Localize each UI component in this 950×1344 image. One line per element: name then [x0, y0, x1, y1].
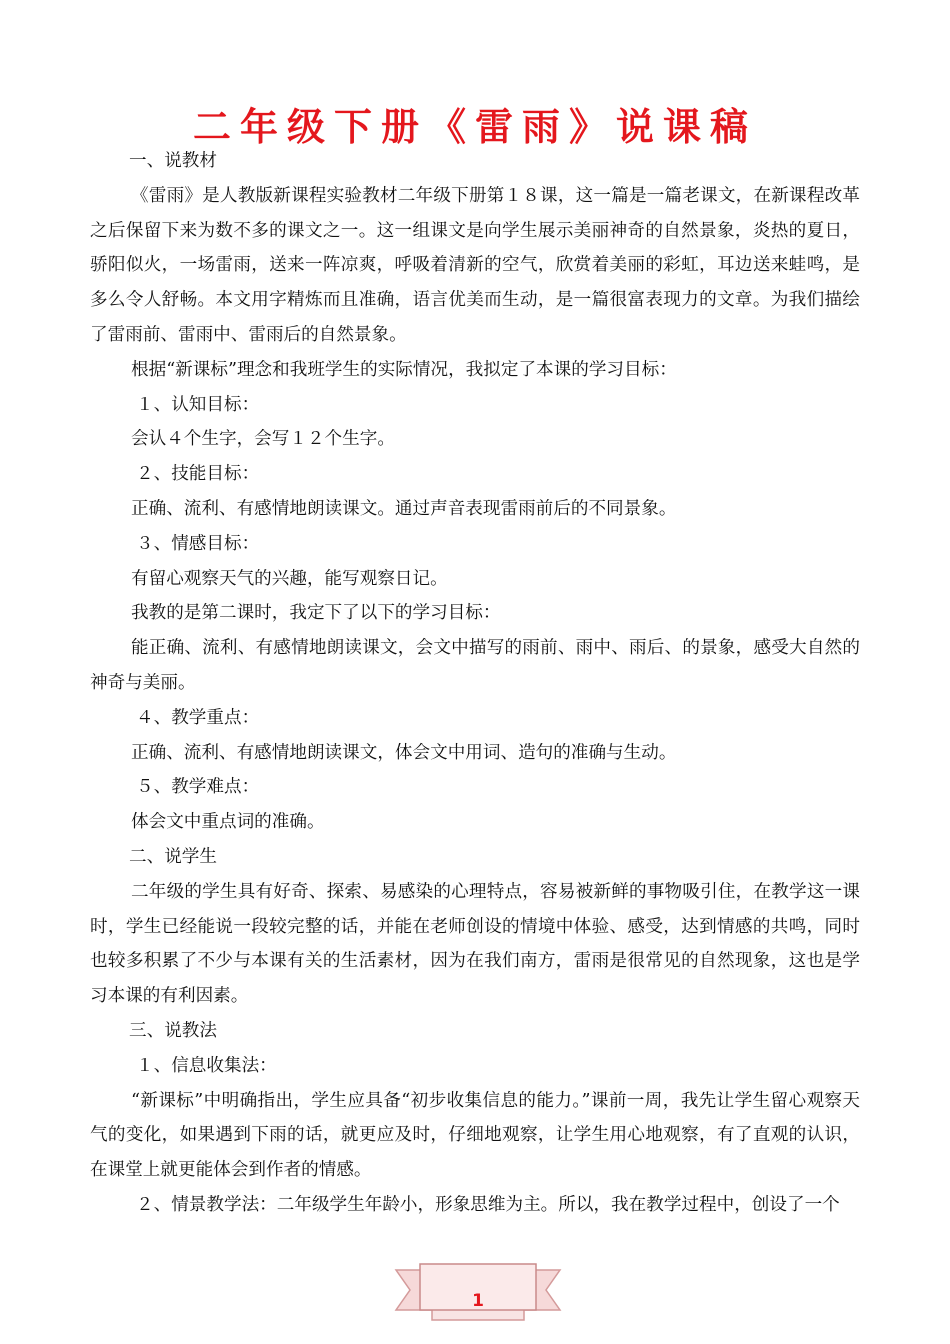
- paragraph: １、认知目标：: [136, 394, 260, 415]
- document-body: [90, 144, 860, 1223]
- paragraph: 《雷雨》是人教版新课程实验教材二年级下册第１８课，这一篇是一篇老课文，在新课程改革之后保留下来为数不多的课文之一。这一组课文是向学生展示美丽神奇的自然景象，炎热的夏日，骄阳似火，一场雷雨，送来一阵凉爽，呼吸着清新的空气，欣赏着美丽的彩虹，耳边送来蛙鸣，是多么令人舒畅。本文用字精炼而且准确，语言优美而生动，是一篇很富表现力的文章。为我们描绘了雷雨前、雷雨中、雷雨后的自然景象。: [90, 185, 860, 345]
- paragraph: ５、教学难点：: [136, 777, 260, 798]
- paragraph: 正确、流利、有感情地朗读课文。通过声音表现雷雨前后的不同景象。: [131, 498, 677, 519]
- paragraph: ２、技能目标：: [136, 464, 260, 485]
- paragraph: 二、说学生: [129, 846, 217, 867]
- paragraph: 二年级的学生具有好奇、探索、易感染的心理特点，容易被新鲜的事物吸引住，在教学这一课时，学生已经能说一段较完整的话，并能在老师创设的情境中体验、感受，达到情感的共鸣，同时也较多积累了不少与本课有关的生活素材，因为在我们南方，雷雨是很常见的自然现象，这也是学习本课的有利因素。: [90, 881, 860, 1007]
- paragraph: ３、情感目标：: [136, 533, 260, 554]
- paragraph: 一、说教材: [129, 151, 217, 171]
- page-number-ribbon: [392, 1260, 564, 1334]
- paragraph: 会认４个生字，会写１２个生字。: [131, 429, 395, 450]
- paragraph: 根据“新课标”理念和我班学生的实际情况，我拟定了本课的学习目标：: [131, 359, 677, 380]
- paragraph: １、信息收集法：: [136, 1055, 277, 1076]
- paragraph: 有留心观察天气的兴趣，能写观察日记。: [131, 568, 448, 589]
- paragraph: 正确、流利、有感情地朗读课文，体会文中用词、造句的准确与生动。: [131, 742, 677, 763]
- document-title: 二年级下册《雷雨》说课稿: [192, 105, 757, 149]
- paragraph: “新课标”中明确指出，学生应具备“初步收集信息的能力。”课前一周，我先让学生留心观察天气的变化，如果遇到下雨的话，就更应及时，仔细地观察，让学生用心地观察，有了直观的认识，在课堂上就更能体会到作者的情感。: [90, 1090, 860, 1181]
- paragraph: ４、教学重点：: [136, 707, 260, 728]
- paragraph: 能正确、流利、有感情地朗读课文，会文中描写的雨前、雨中、雨后、的景象，感受大自然的神奇与美丽。: [90, 638, 860, 693]
- paragraph: 三、说教法: [129, 1020, 217, 1041]
- page-number: 1: [472, 1291, 484, 1311]
- paragraph: 我教的是第二课时，我定下了以下的学习目标：: [131, 603, 501, 624]
- paragraph: 体会文中重点词的准确。: [131, 812, 325, 833]
- paragraph: ２、情景教学法：二年级学生年龄小，形象思维为主。所以，我在教学过程中，创设了一个: [136, 1194, 840, 1215]
